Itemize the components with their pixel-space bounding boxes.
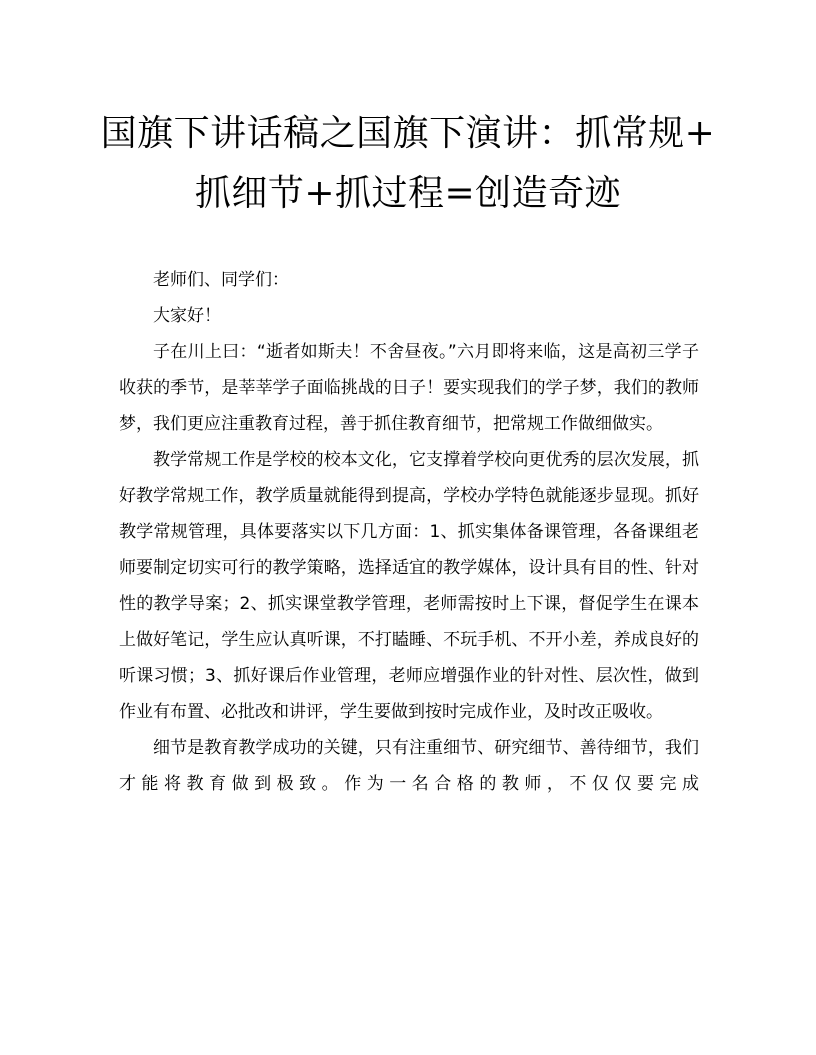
salutation: 老师们、同学们： [153,270,289,290]
greeting: 大家好！ [153,306,221,326]
document-title-line-2: 抓细节+抓过程=创造奇迹 [194,173,622,214]
document-title-line-1: 国旗下讲话稿之国旗下演讲：抓常规+ [100,113,716,154]
paragraph: 子在川上曰：“逝者如斯夫！不舍昼夜。”六月即将来临，这是高初三学子收获的季节，是莘莘学子面临挑战的日子！要实现我们的学子梦，我们的教师梦，我们更应注重教育过程，善于抓住教育细节，把常规工作做细做实。 [119,342,699,434]
paragraph: 教学常规工作是学校的校本文化，它支撑着学校向更优秀的层次发展，抓好教学常规工作，教学质量就能得到提高，学校办学特色就能逐步显现。抓好教学常规管理，具体要落实以下几方面：1、抓实集体备课管理，各备课组老师要制定切实可行的教学策略，选择适宜的教学媒体，设计具有目的性、针对性的教学导案；2、抓实课堂教学管理，老师需按时上下课，督促学生在课本上做好笔记，学生应认真听课，不打瞌睡、不玩手机、不开小差，养成良好的听课习惯；3、抓好课后作业管理，老师应增强作业的针对性、层次性，做到作业有布置、必批改和讲评，学生要做到按时完成作业，及时改正吸收。 [119,450,699,722]
document-body [119,262,699,802]
paragraph: 细节是教育教学成功的关键，只有注重细节、研究细节、善待细节，我们才能将教育做到极致。作为一名合格的教师，不仅仅要完成 [119,738,699,794]
